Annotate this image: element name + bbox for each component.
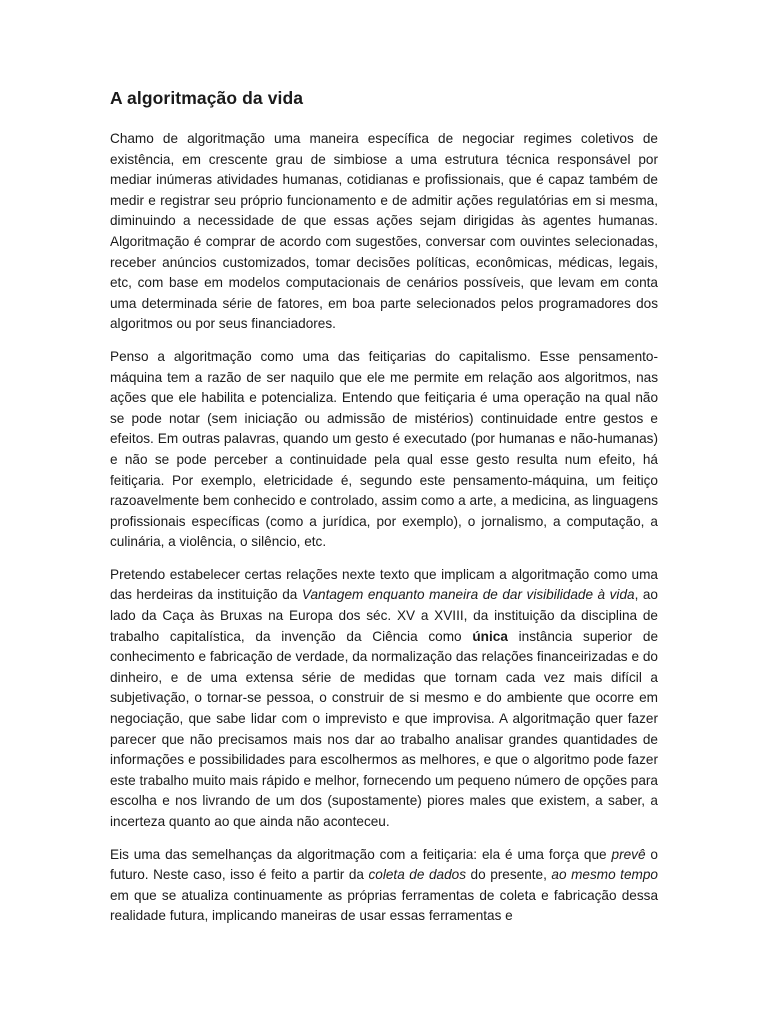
paragraph-4 — [110, 845, 658, 927]
paragraph-2: Penso a algoritmação como uma das feitiçarias do capitalismo. Esse pensamento-máquina tem a razão de ser naquilo que ele me permite em relação aos algoritmos, nas ações que ele habilita e potencializa. Entendo que feitiçaria é uma operação na qual não se pode notar (sem iniciação ou admissão de mistérios) continuidade entre gestos e efeitos. Em outras palavras, quando um gesto é executado (por humanas e não-humanas) e não se pode perceber a continuidade pela qual esse gesto resulta num efeito, há feitiçaria. Por exemplo, eletricidade é, segundo este pensamento-máquina, um feitiço razoavelmente bem conhecido e controlado, assim como a arte, a medicina, as linguagens profissionais específicas (como a jurídica, por exemplo), o jornalismo, a computação, a culinária, a violência, o silêncio, etc. — [110, 348, 658, 550]
paragraph-3-italic-phrase: Vantagem enquanto maneira de dar visibilidade à vida — [301, 587, 635, 603]
paragraph-4-text-g: em que se atualiza continuamente as próprias ferramentas de coleta e fabricação dessa realidade futura, implicando maneiras de usar essas ferramentas e — [110, 887, 658, 924]
paragraph-3 — [110, 565, 658, 833]
paragraph-3-text-e: instância superior de conhecimento e fabricação de verdade, da normalização das relações financeirizadas e do dinheiro, e de uma extensa série de medidas que tornam cada vez mais difícil a subjetivação, o tornar-se pessoa, o construir de si mesmo e do ambiente que ocorre em negociação, que sabe lidar com o imprevisto e que improvisa. A algoritmação quer fazer parecer que não precisamos mais nos dar ao trabalho analisar grandes quantidades de informações e possibilidades para escolhermos as melhores, e que o algoritmo pode fazer este trabalho muito mais rápido e melhor, fornecendo um pequeno número de opções para escolha e nos livrando de um dos (supostamente) piores males que existem, a saber, a incerteza quanto ao que ainda não aconteceu. — [110, 628, 659, 829]
paragraph-1: Chamo de algoritmação uma maneira específica de negociar regimes coletivos de existência, em crescente grau de simbiose a uma estrutura técnica responsável por mediar inúmeras atividades humanas, cotidianas e profissionais, que é capaz também de medir e registrar seu próprio funcionamento e de admitir ações regulatórias em si mesma, diminuindo a necessidade de que essas ações sejam dirigidas às agentes humanas. Algoritmação é comprar de acordo com sugestões, conversar com ouvintes selecionadas, receber anúncios customizados, tomar decisões políticas, econômicas, médicas, legais, etc, com base em modelos computacionais de cenários possíveis, que levam em conta uma determinada série de fatores, em boa parte selecionados pelos programadores dos algoritmos ou por seus financiadores. — [110, 131, 658, 332]
paragraph-4-italic-preve: prevê — [611, 846, 646, 862]
paragraph-4-text-c: o futuro. Neste caso, isso é feito a partir da — [110, 846, 658, 883]
paragraph-4-italic-coleta: coleta de dados — [368, 867, 466, 883]
document-title: A algoritmação da vida — [110, 88, 304, 108]
paragraph-3-text-a: Pretendo estabelecer certas relações nexte texto que implicam a algoritmação como uma das herdeiras da instituição da — [110, 566, 658, 603]
paragraph-4-text-a: Eis uma das semelhanças da algoritmação com a feitiçaria: ela é uma força que — [110, 846, 612, 862]
paragraph-4-text-e: do presente, — [466, 867, 552, 883]
document-page — [110, 86, 658, 939]
paragraph-3-text-c: , ao lado da Caça às Bruxas na Europa dos séc. XV a XVIII, da instituição da disciplina de trabalho capitalística, da invenção da Ciência como — [110, 587, 658, 644]
paragraph-3-bold-word: única — [472, 628, 508, 644]
paragraph-4-italic-tempo: ao mesmo tempo — [551, 867, 658, 883]
